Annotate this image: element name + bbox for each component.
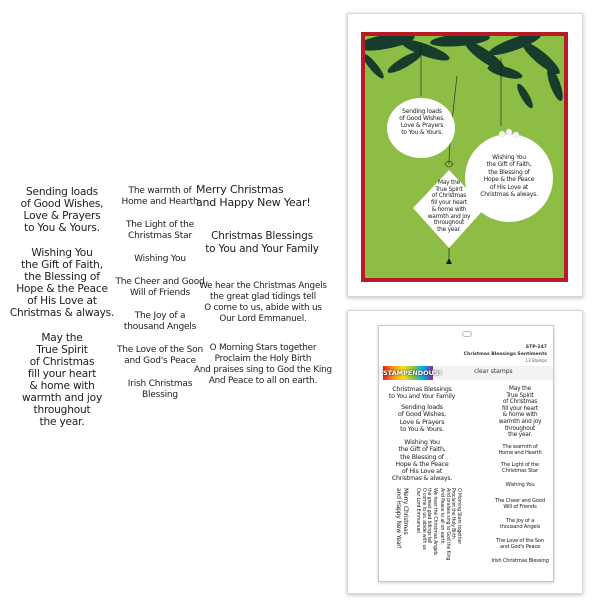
stamp-sheet	[378, 325, 554, 582]
package-sku: STP-247	[525, 345, 547, 350]
sentiment-christmas-blessings: Christmas Blessings to You and Your Family	[205, 230, 319, 255]
ornament-text-2: Wishing You the Gift of Faith, the Blessing of Hope & the Peace of His Love at Christmas & always.	[480, 154, 538, 199]
package-count: 13 Stamps	[525, 358, 547, 363]
pkg-wishing-you: Wishing You the Gift of Faith, the Blessing of Hope & the Peace of His Love at Christmas & always.	[391, 439, 453, 483]
stamp-package-photo	[347, 310, 583, 594]
pkg-morning-stars: O Morning Stars together Proclaim the Holy Birth And praises sing to God the King And Peace to all on earth.	[439, 488, 461, 561]
sentiment-true-spirit: May the True Spirit of Christmas fill your heart & home with warmth and joy throughout the year.	[21, 332, 103, 428]
pkg-merry-christmas: Merry Christmas and Happy New Year!	[395, 488, 409, 549]
card-red-mat	[361, 32, 568, 282]
sentiment-irish: Irish Christmas Blessing	[127, 379, 193, 400]
pkg-christmas-angels: We hear the Christmas Angels the great glad tidings tell O come to us, abide with us Our Lord Emmanuel.	[415, 488, 437, 556]
pkg-cheer: The Cheer and Good Will of Friends	[495, 498, 545, 511]
brand-logo: STAMPENDOUS!	[383, 369, 442, 377]
pkg-irish: Irish Christmas Blessing	[491, 558, 549, 564]
pkg-christmas-blessings: Christmas Blessings to You and Your Family	[388, 386, 456, 401]
package-type: clear stamps	[474, 368, 513, 375]
foliage-leaves	[365, 36, 564, 110]
sentiment-merry-christmas: Merry Christmas and Happy New Year!	[196, 183, 311, 209]
sentiment-warmth: The warmth of Home and Hearth	[121, 186, 199, 207]
sentiment-morning-stars: O Morning Stars together Proclaim the Holy Birth And praises sing to God the King And Peace to all on earth.	[194, 343, 332, 386]
ornament-text-1: Sending loads of Good Wishes, Love & Prayers to You & Yours.	[399, 108, 445, 136]
brand-band	[379, 366, 553, 380]
sentiment-wishing-you: Wishing You the Gift of Faith, the Blessing of Hope & the Peace of His Love at Christmas & always.	[9, 247, 115, 319]
card-sample-photo	[347, 13, 583, 297]
sentiment-joy: The Joy of a thousand Angels	[123, 311, 197, 332]
pkg-joy: The Joy of a thousand Angels	[499, 518, 541, 531]
sentiment-love: The Love of the Son and God's Peace	[117, 345, 203, 366]
ornament-text-3: May the True Spirit of Christmas fill your heart & home with warmth and joy throughout the year.	[427, 180, 471, 233]
sentiment-sending-loads: Sending loads of Good Wishes, Love & Prayers to You & Yours.	[20, 186, 104, 234]
pkg-wishing: Wishing You	[505, 482, 535, 488]
pkg-warmth: The warmth of Home and Hearth	[498, 444, 542, 457]
sentiment-christmas-angels: We hear the Christmas Angels the great glad tidings tell O come to us, abide with us Our Lord Emmanuel.	[199, 281, 327, 324]
pkg-light: The Light of the Christmas Star	[501, 462, 539, 475]
package-title: Christmas Blessings Sentiments	[463, 352, 547, 357]
sentiment-light: The Light of the Christmas Star	[125, 220, 195, 241]
hang-hole	[462, 331, 472, 337]
sentiment-column-1	[8, 186, 116, 441]
pkg-love: The Love of the Son and God's Peace	[496, 538, 544, 551]
card-green-panel	[365, 36, 564, 278]
sentiment-cheer: The Cheer and Good Will of Friends	[115, 277, 205, 298]
pkg-sending-loads: Sending loads of Good Wishes, Love & Prayers to You & Yours.	[398, 404, 446, 433]
sentiment-wishing: Wishing You	[134, 254, 186, 264]
pkg-true-spirit: May the True Spirit of Christmas fill your heart & home with warmth and joy throughout the year.	[498, 386, 542, 439]
